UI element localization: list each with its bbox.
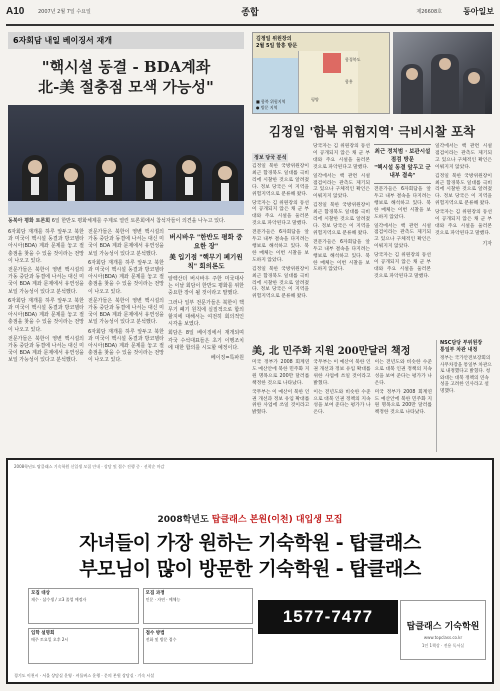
brief-title-line-1: NSC담당 부위원장 [440, 340, 483, 346]
byline: 기자 [482, 240, 492, 247]
side-brief [436, 340, 492, 452]
ad-headline-1: 자녀들이 가장 원하는 기숙학원 - 탑클래스 [79, 532, 421, 554]
map-title [256, 36, 297, 49]
issue-date: 2007년 2월 7일 수요일 [38, 9, 91, 15]
subhead-line-2: "핵시설 동결 앞두고 군 내부 결속" [374, 165, 431, 179]
ad-brand-box [400, 600, 486, 660]
paragraph: 당국자는 김 위원장의 동선이 공개되지 않은 채 군 부대와 주요 시설을 둘러본 것으로 파악된다고 말했다. [252, 200, 309, 227]
paragraph: 국무부는 이 예산이 북한 인권 개선과 정보 유입 확대를 위한 사업에 쓰일 것이라고 밝혔다. [252, 389, 310, 416]
paragraph: 이는 전년도와 비슷한 수준으로 대북 인권 정책의 지속성을 보여 준다는 평가가 나온다. [313, 389, 371, 416]
left-article [8, 32, 244, 452]
article-column [252, 360, 309, 452]
edition-number: 제26608호 [416, 9, 442, 15]
byline: 베이징=특파원 [210, 355, 244, 362]
ad-brand-note: 1인 1책상 · 전용 독서실 [421, 643, 465, 648]
article-column [313, 360, 370, 452]
second-article-body [252, 360, 432, 452]
article-column [252, 144, 309, 334]
section-title: 종합 [241, 8, 259, 18]
paragraph: 이는 전년도와 비슷한 수준으로 대북 인권 정책의 지속성을 보여 준다는 평가가 나온다. [374, 360, 432, 386]
photo-table [8, 201, 244, 215]
paragraph: 회담은 8일 베이징에서 재개되며 각국 수석대표들은 초기 이행조치에 대한 합의를 시도할 예정이다. [168, 330, 244, 351]
ad-headline-2: 부모님이 많이 방문한 기숙학원 - 탑클래스 [79, 558, 421, 580]
paragraph: 그러나 일부 전문가들은 북한이 핵무기 폐기 원칙에 실질적으로 합의할지에 대해서는 여전히 회의적인 시각을 보였다. [168, 299, 244, 328]
paragraph: 미국 정부가 2008 회계연도 예산안에 북한 민주화 지원 명목으로 200만 달러를 책정한 것으로 나타났다. [252, 360, 310, 386]
paragraph: 당국자는 김 위원장의 동선이 공개되지 않은 채 군 부대와 주요 시설을 둘러본 것으로 파악된다고 말했다. [374, 253, 431, 279]
paragraph: 일각에서는 핵 관련 시설 점검이라는 관측도 제기되고 있으나 구체적인 확인은 이뤄지지 않았다. [313, 173, 370, 200]
map-danger-zone [323, 53, 341, 73]
paragraph: 당국자는 김 위원장의 동선이 공개되지 않은 채 군 부대와 주요 시설을 둘러본 것으로 파악된다고 말했다. [435, 210, 492, 236]
caption-text: 6일 한반도 평화체제를 주제로 열린 토론회에서 참석자들이 의견을 나누고 있다. [51, 218, 226, 224]
paragraph: 6자회담 재개를 하루 앞두고 북한과 미국이 핵시설 동결과 방코델타아시아(BDA) 계좌 문제를 놓고 절충점을 찾을 수 있을 것이라는 전망이 나오고 있다. [8, 297, 84, 333]
article-column [8, 229, 84, 367]
paragraph: 전문가들은 6자회담을 앞두고 내부 결속을 다지려는 행보로 해석하고 있다. 북한 매체는 이번 시찰을 보도하지 않았다. [374, 187, 431, 220]
subhead-line-1: 버시바우 "한반도 평화 중요한 장" [169, 233, 243, 250]
brief-body: 정부는 국가안전보장회의 사무차장을 통일부 차관으로 내정했다고 밝혔다. 청와대는 대북 정책의 연속성을 고려한 인사라고 설명했다. [440, 356, 492, 394]
paragraph: 일각에서는 핵 관련 시설 점검이라는 관측도 제기되고 있으나 구체적인 확인은 이뤄지지 않았다. [374, 223, 431, 250]
paragraph: 김정일 북한 국방위원장이 최근 함경북도 일대를 극비리에 시찰한 것으로 알려졌다. 정보 당국은 이 지역을 위험지역으로 분류해 왔다. [313, 203, 370, 236]
article-tag: 정보 당국 분석 [254, 155, 287, 161]
paragraph: 6자회담 재개를 하루 앞두고 북한과 미국이 핵시설 동결과 방코델타아시아(BDA) 계좌 문제를 놓고 절충점을 찾을 수 있을 것이라는 전망이 나오고 있다. [8, 229, 84, 264]
article-column [435, 144, 492, 334]
paragraph: 김정일 북한 국방위원장이 최근 함경북도 일대를 극비리에 시찰한 것으로 알려졌다. 정보 당국은 이 지역을 위험지역으로 분류해 왔다. [252, 266, 309, 300]
subhead-line-2: 美 입기점 "핵무기 폐기원칙" 회의론도 [169, 253, 243, 270]
paragraph: 미국 정부가 2008 회계연도 예산안에 북한 민주화 지원 명목으로 200만 달러를 책정한 것으로 나타났다. [374, 389, 432, 416]
paragraph: 전문가들은 북한이 영변 핵시설의 가동 중단과 동결에 나서는 대신 미국이 BDA 계좌 문제에서 유연성을 보일 가능성이 있다고 분석했다. [8, 267, 84, 295]
article-kicker: 6자회담 내일 베이징서 재개 [8, 32, 244, 49]
subhead-box [168, 229, 244, 273]
brief-title-line-2: 통일부 차관 내정 [440, 347, 478, 353]
paragraph: 6자회담 재개를 하루 앞두고 북한과 미국이 핵시설 동결과 방코델타아시아(BDA) 계좌 문제를 놓고 절충점을 찾을 수 있을 것이라는 전망이 나오고 있다. [88, 259, 164, 295]
ad-brand-url: www.topclass.co.kr [423, 635, 463, 640]
ad-subheading-year: 2008학년도 [157, 515, 212, 525]
article-headline [8, 57, 244, 97]
paragraph: 전문가들은 북한이 영변 핵시설의 가동 중단과 동결에 나서는 대신 미국이 BDA 계좌 문제에서 유연성을 보일 가능성이 있다고 분석했다. [88, 229, 164, 257]
ad-fine-print: 2008학년도 탑클래스 기숙학원 신입생 모집 안내 · 상담 및 접수 진행 중 · 선착순 마감 [14, 464, 165, 469]
newspaper-logo: 동아일보 [463, 6, 494, 16]
ad-phone-number: 1577-7477 [258, 600, 398, 634]
ad-subheading-text: 탑클래스 본원(이천) 대입생 모집 [211, 515, 343, 525]
paragraph: 김정일 북한 국방위원장이 최근 함경북도 일대를 극비리에 시찰한 것으로 알려졌다. 정보 당국은 이 지역을 위험지역으로 분류해 왔다. [435, 173, 492, 207]
ad-subheading [8, 512, 492, 525]
paragraph: 당국자는 김 위원장의 동선이 공개되지 않은 채 군 부대와 주요 시설을 둘러본 것으로 파악된다고 말했다. [313, 144, 370, 170]
paragraph: 김정일 북한 국방위원장이 최근 함경북도 일대를 극비리에 시찰한 것으로 알려졌다. 정보 당국은 이 지역을 위험지역으로 분류해 왔다. [252, 164, 309, 197]
right-article-body [252, 144, 492, 334]
article-photo [8, 105, 244, 215]
second-headline: 美, 北 민주화 지원 200만달러 책정 [252, 346, 411, 357]
paragraph: 6자회담 재개를 하루 앞두고 북한과 미국이 핵시설 동결과 방코델타아시아(BDA) 계좌 문제를 놓고 절충점을 찾을 수 있을 것이라는 전망이 나오고 있다. [88, 328, 164, 364]
ad-info-cell: 입학 설명회 매주 토요일 오후 2시 [28, 628, 139, 664]
map-legend [256, 99, 286, 110]
page-header [6, 4, 494, 26]
paragraph: 국무부는 이 예산이 북한 인권 개선과 정보 유입 확대를 위한 사업에 쓰일 것이라고 밝혔다. [313, 360, 371, 386]
subhead-box [374, 144, 431, 184]
paragraph: 전문가들은 6자회담을 앞두고 내부 결속을 다지려는 행보로 해석하고 있다. 북한 매체는 이번 시찰을 보도하지 않았다. [252, 230, 309, 263]
headline-line-2: 北-美 절충점 모색 가능성" [38, 78, 214, 96]
paragraph: 일각에서는 핵 관련 시설 점검이라는 관측도 제기되고 있으나 구체적인 확인은 이뤄지지 않았다. [435, 144, 492, 170]
subhead-line-1: 최근 정치범 · 보관시설 점검 방문 [374, 149, 431, 163]
paragraph: 전문가들은 6자회담을 앞두고 내부 결속을 다지려는 행보로 해석하고 있다. 북한 매체는 이번 시찰을 보도하지 않았다. [313, 239, 370, 273]
legend-item: ● 방문 지역 [256, 104, 278, 110]
paragraph: 전문가들은 북한이 영변 핵시설의 가동 중단과 동결에 나서는 대신 미국이 BDA 계좌 문제에서 유연성을 보일 가능성이 있다고 분석했다. [8, 335, 84, 364]
article-column [88, 229, 164, 367]
page-number: A10 [6, 6, 25, 17]
article-column [375, 360, 432, 452]
ad-info-cell: 접수 방법 전화 및 방문 접수 [143, 628, 254, 664]
paragraph: 알렉산더 버시바우 주한 미국대사는 이날 회담이 한반도 평화를 위한 중요한 장이 될 것이라고 말했다. [168, 276, 244, 297]
map-label: 평양 [311, 97, 319, 102]
map-title-line-1: 김정일 위원장의 [256, 36, 292, 42]
article-columns [8, 229, 244, 367]
article-column [374, 144, 431, 334]
article-column [168, 229, 244, 367]
ad-info-cell: 모집 과정 인문 · 자연 · 예체능 [143, 588, 254, 624]
map-title-line-2: 2월 5일 함흥 방문 [256, 42, 298, 49]
article-column [313, 144, 370, 334]
map-label: 함흥 [345, 79, 353, 84]
advertisement [6, 458, 494, 684]
map-label: 함경북도 [345, 57, 361, 62]
map-graphic [252, 32, 390, 114]
ad-brand-name: 탑클래스 기숙학원 [406, 622, 480, 632]
legend-item: ■ 함북 위험지역 [256, 99, 286, 104]
caption-title: 동북아 평화 토론회 [8, 218, 51, 224]
paragraph: 전문가들은 북한이 영변 핵시설의 가동 중단과 동결에 나서는 대신 미국이 BDA 계좌 문제에서 유연성을 보일 가능성이 있다고 분석했다. [88, 297, 164, 326]
kim-photo [393, 32, 492, 114]
photo-caption [8, 218, 244, 225]
headline-line-1: "핵시설 동결 - BDA계좌 [41, 58, 211, 76]
ad-info-cell: 모집 대상 재수 · 삼수생 / 고3 졸업 예정자 [28, 588, 139, 624]
right-headline: 김정일 '함북 위험지역' 극비시찰 포착 [268, 124, 476, 139]
ad-bottom-line: 경기도 이천시 · 서울 상담실 운영 · 셔틀버스 운행 · 문의 본원 상담실 · 기숙 시설 [14, 672, 155, 678]
